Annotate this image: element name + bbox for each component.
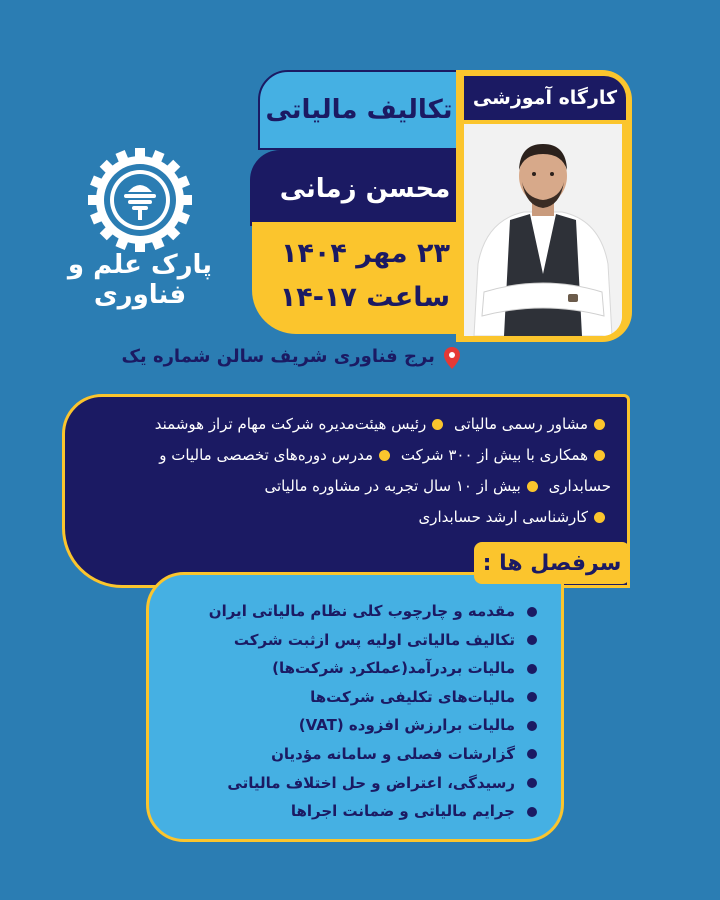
presenter-name: محسن زمانی bbox=[279, 174, 451, 204]
bio-line bbox=[81, 502, 611, 533]
presenter-photo bbox=[464, 124, 622, 336]
syllabus-item: مالیات بردرآمد(عملکرد شرکت‌ها) bbox=[169, 654, 537, 683]
location-pin-icon bbox=[444, 347, 460, 369]
syllabus-item: جرایم مالیاتی و ضمانت اجراها bbox=[169, 797, 537, 826]
logo-text: پارک علم و فناوری bbox=[67, 250, 213, 310]
bullet-icon bbox=[527, 749, 537, 759]
workshop-label-box bbox=[464, 76, 626, 120]
bullet-icon bbox=[432, 419, 443, 430]
syllabus-item: مقدمه و چارچوب کلی نظام مالیاتی ایران bbox=[169, 597, 537, 626]
workshop-title: تکالیف مالیاتی bbox=[265, 95, 453, 125]
bio-item: بیش از ۱۰ سال تجربه در مشاوره مالیاتی bbox=[264, 477, 521, 495]
event-time: ساعت ۱۷-۱۴ bbox=[279, 282, 450, 313]
bullet-icon bbox=[527, 778, 537, 788]
syllabus-item: گزارشات فصلی و سامانه مؤدیان bbox=[169, 740, 537, 769]
presenter-photo-illustration bbox=[464, 124, 622, 336]
bio-item: همکاری با بیش از ۳۰۰ شرکت bbox=[400, 446, 588, 464]
bullet-icon bbox=[594, 450, 605, 461]
event-date: ۲۳ مهر ۱۴۰۴ bbox=[280, 238, 450, 269]
location-text: برج فناوری شریف سالن شماره یک bbox=[121, 346, 435, 367]
location bbox=[110, 346, 460, 369]
syllabus-item: تکالیف مالیاتی اولیه پس ازثبت شرکت bbox=[169, 626, 537, 655]
bullet-icon bbox=[527, 607, 537, 617]
bio-item: حسابداری bbox=[548, 477, 611, 495]
bullet-icon bbox=[527, 635, 537, 645]
syllabus-panel bbox=[146, 572, 564, 842]
syllabus-title-box bbox=[474, 542, 630, 584]
syllabus-item: مالیات‌های تکلیفی شرکت‌ها bbox=[169, 683, 537, 712]
bio-line bbox=[81, 409, 611, 440]
bullet-icon bbox=[379, 450, 390, 461]
bio-item: مشاور رسمی مالیاتی bbox=[454, 415, 588, 433]
syllabus-title: سرفصل ها : bbox=[482, 550, 622, 576]
workshop-label: کارگاه آموزشی bbox=[472, 87, 618, 109]
bullet-icon bbox=[527, 664, 537, 674]
bio-item: رئیس هیئت‌مدیره شرکت مهام تراز هوشمند bbox=[154, 415, 427, 433]
bullet-icon bbox=[527, 721, 537, 731]
bio-line bbox=[81, 471, 611, 502]
date-box bbox=[252, 222, 466, 334]
bullet-icon bbox=[527, 692, 537, 702]
bullet-icon bbox=[527, 807, 537, 817]
bio-item: مدرس دوره‌های تخصصی مالیات و bbox=[159, 446, 374, 464]
sharif-university-logo bbox=[88, 148, 192, 252]
bio-line bbox=[81, 440, 611, 471]
presenter-box bbox=[270, 158, 460, 220]
title-box bbox=[258, 70, 460, 150]
bio-item: کارشناسی ارشد حسابداری bbox=[418, 508, 588, 526]
syllabus-item: رسیدگی، اعتراض و حل اختلاف مالیاتی bbox=[169, 769, 537, 798]
bullet-icon bbox=[527, 481, 538, 492]
syllabus-item: مالیات برارزش افزوده (VAT) bbox=[169, 711, 537, 740]
bullet-icon bbox=[594, 419, 605, 430]
bullet-icon bbox=[594, 512, 605, 523]
